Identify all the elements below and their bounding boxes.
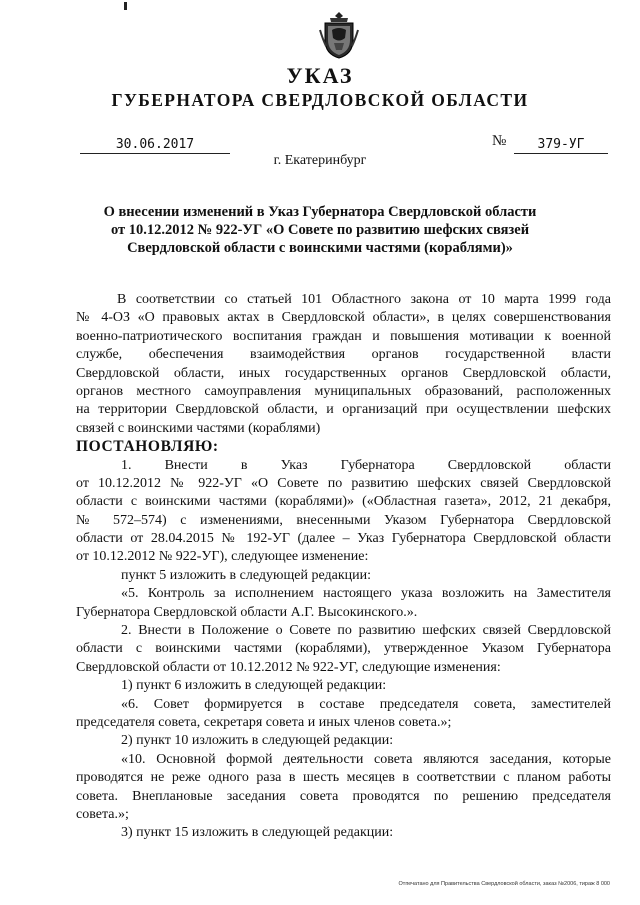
subject-line: Свердловской области с воинскими частями (кораблями)» [127, 240, 513, 256]
decree-number: 379-УГ [514, 137, 608, 154]
body-line: на территории Свердловской области, и организаций при осуществлении шефских [76, 402, 611, 418]
coat-of-arms-icon [318, 10, 360, 60]
body-line: области от 28.04.2015 № 192-УГ (далее – Указ Губернатора Свердловской области [76, 531, 611, 547]
print-footer: Отпечатано для Правительства Свердловской области, заказ №2006, тираж 8 000 [398, 881, 610, 887]
body-line: военно-патриотического воспитания граждан и повышения мотивации к военной [76, 328, 611, 344]
body-line: председателя совета, секретаря совета и иных членов совета.»; [76, 714, 452, 730]
body-line: совета. Внеплановые заседания совета проводятся по решению председателя [76, 788, 611, 804]
body-line: Свердловской области от 10.12.2012 № 922-УГ, следующие изменения: [76, 659, 501, 675]
body-line: «6. Совет формируется в составе председателя совета, заместителей [121, 696, 611, 712]
subject-line: от 10.12.2012 № 922-УГ «О Совете по развитию шефских связей [110, 222, 530, 238]
decree-body [76, 291, 611, 843]
decree-number-label: № [492, 133, 507, 149]
postanovlyayu-heading: ПОСТАНОВЛЯЮ: [76, 438, 219, 456]
body-line: 3) пункт 15 изложить в следующей редакции: [121, 825, 394, 841]
body-line: от 10.12.2012 № 922-УГ), следующее изменение: [76, 549, 369, 565]
body-line: совета.»; [76, 806, 129, 822]
body-line: В соответствии со статьей 101 Областного закона от 10 марта 1999 года [117, 292, 611, 307]
body-line: связей с воинскими частями (кораблями) [76, 420, 321, 436]
scan-mark [124, 2, 127, 10]
body-line: 2) пункт 10 изложить в следующей редакции: [121, 733, 394, 749]
body-line: № 4-ОЗ «О правовых актах в Свердловской области», в целях совершенствования [76, 310, 611, 326]
body-line: органов местного самоуправления муниципальных образований, расположенных [76, 383, 611, 399]
body-line: 2. Внести в Положение о Совете по развитию шефских связей Свердловской [121, 623, 611, 639]
document-type-title: УКАЗ [286, 63, 354, 88]
decree-subject [70, 203, 570, 257]
body-line: 1. Внести в Указ Губернатора Свердловской области [121, 457, 611, 473]
decree-city: г. Екатеринбург [273, 153, 367, 168]
subject-line: О внесении изменений в Указ Губернатора Свердловской области [103, 204, 537, 220]
body-line: 1) пункт 6 изложить в следующей редакции: [121, 678, 387, 694]
decree-date: 30.06.2017 [80, 137, 230, 154]
body-line: проводятся не реже одного раза в шесть месяцев в соответствии с планом работы [76, 770, 611, 786]
body-line: «5. Контроль за исполнением настоящего указа возложить на Заместителя [121, 586, 611, 602]
body-line: службе, обеспечения взаимодействия органов государственной власти [76, 347, 611, 363]
body-line: № 572–574) с изменениями, внесенными Указом Губернатора Свердловской [76, 512, 611, 528]
body-line: от 10.12.2012 № 922-УГ «О Совете по развитию шефских связей Свердловской [76, 475, 611, 491]
body-line: пункт 5 изложить в следующей редакции: [121, 567, 371, 583]
body-line: области с воинскими частями (кораблями), утвержденное Указом Губернатора [76, 641, 611, 657]
body-line: Свердловской области, иных государственных органов Свердловской области, [76, 365, 611, 381]
body-line: области с воинскими частями (кораблями)» («Областная газета», 2012, 21 декабря, [76, 494, 611, 510]
body-line: Губернатора Свердловской области А.Г. Высокинского.». [76, 604, 418, 620]
document-issuer-title: ГУБЕРНАТОРА СВЕРДЛОВСКОЙ ОБЛАСТИ [111, 90, 529, 110]
body-line: «10. Основной формой деятельности совета являются заседания, которые [121, 751, 611, 767]
